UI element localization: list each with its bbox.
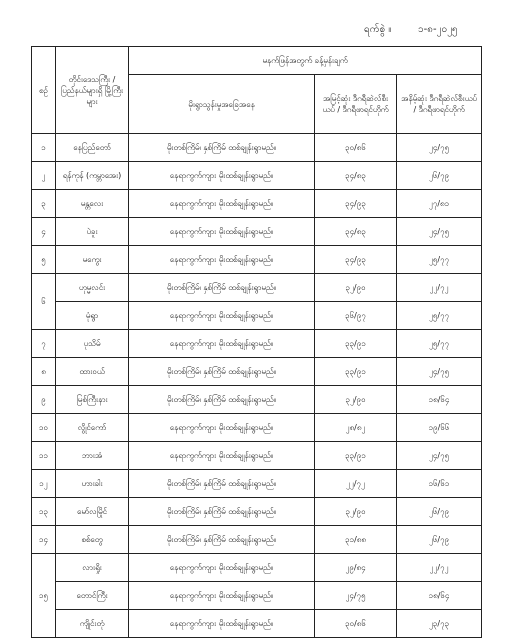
- table-row: [32, 554, 482, 582]
- min-temp: ၁၉/၆၆: [397, 414, 482, 442]
- forecast-text: နေရာကွက်ကျား မိုးထစ်ချုန်းရွာမည်။: [129, 554, 315, 582]
- row-number: ၆: [32, 274, 56, 330]
- city-name: စစ်တွေ: [56, 526, 129, 554]
- min-temp: ၂၂/၇၂: [397, 554, 482, 582]
- max-temp: ၃၄/၉၃: [315, 190, 397, 218]
- city-name: ရန်ကုန် (ကမ္ဘာအေး): [56, 162, 129, 190]
- max-temp: ၃၁/၈၈: [315, 526, 397, 554]
- max-temp: ၃၃/၉၁: [315, 442, 397, 470]
- table-row: [32, 526, 482, 554]
- row-number: ၂: [32, 162, 56, 190]
- row-number: ၄: [32, 218, 56, 246]
- header-min-temp: အနိမ့်ဆုံး ဒီဂရီဆဲလ်စီးယပ် / ဒီဂရီဖာရင်ဟိုက်: [397, 75, 482, 134]
- forecast-text: မိုးတစ်ကြိမ်၊ နှစ်ကြိမ် ထစ်ချုန်းရွာမည်။: [129, 358, 315, 386]
- date-value: ၁-၈-၂၀၂၅: [418, 24, 458, 35]
- header-max-temp: အမြင့်ဆုံး ဒီဂရီဆဲလ်စီးယပ် / ဒီဂရီဖာရင်ဟိုက်: [315, 75, 397, 134]
- header-forecast: မိုးရွာသွန်းမှုအခြေအနေ: [129, 75, 315, 134]
- max-temp: ၃၀/၈၆: [315, 610, 397, 638]
- city-name: ကျိုင်းတုံ: [56, 610, 129, 638]
- max-temp: ၃၂/၉၀: [315, 386, 397, 414]
- forecast-text: နေရာကွက်ကျား မိုးထစ်ချုန်းရွာမည်။: [129, 582, 315, 610]
- forecast-text: နေရာကွက်ကျား မိုးထစ်ချုန်းရွာမည်။: [129, 246, 315, 274]
- table-row: [32, 498, 482, 526]
- table-row: [32, 358, 482, 386]
- min-temp: ၂၄/၇၅: [397, 134, 482, 162]
- table-row: [32, 274, 482, 302]
- forecast-text: မိုးတစ်ကြိမ်၊ နှစ်ကြိမ် ထစ်ချုန်းရွာမည်။: [129, 498, 315, 526]
- table-row: [32, 414, 482, 442]
- table-row: [32, 302, 482, 330]
- min-temp: ၂၅/၇၇: [397, 302, 482, 330]
- date-label: ရက်စွဲ ။: [364, 24, 392, 35]
- forecast-text: နေရာကွက်ကျား မိုးထစ်ချုန်းရွာမည်။: [129, 302, 315, 330]
- min-temp: ၂၆/၇၉: [397, 162, 482, 190]
- forecast-text: မိုးတစ်ကြိမ်၊ နှစ်ကြိမ် ထစ်ချုန်းရွာမည်။: [129, 134, 315, 162]
- min-temp: ၂၆/၇၉: [397, 526, 482, 554]
- row-number: ၁၅: [32, 554, 56, 638]
- table-row: [32, 162, 482, 190]
- row-number: ၁၃: [32, 498, 56, 526]
- max-temp: ၃၄/၈၃: [315, 162, 397, 190]
- row-number: ၉: [32, 386, 56, 414]
- max-temp: ၂၂/၇၂: [315, 470, 397, 498]
- forecast-text: မိုးတစ်ကြိမ်၊ နှစ်ကြိမ် ထစ်ချုန်းရွာမည်။: [129, 526, 315, 554]
- max-temp: ၃၆/၉၇: [315, 302, 397, 330]
- city-name: တောင်ကြီး: [56, 582, 129, 610]
- forecast-text: မိုးတစ်ကြိမ်၊ နှစ်ကြိမ် ထစ်ချုန်းရွာမည်။: [129, 470, 315, 498]
- row-number: ၇: [32, 330, 56, 358]
- city-name: ထားဝယ်: [56, 358, 129, 386]
- row-number: ၃: [32, 190, 56, 218]
- min-temp: ၂၆/၇၉: [397, 498, 482, 526]
- min-temp: ၂၄/၇၅: [397, 358, 482, 386]
- forecast-text: နေရာကွက်ကျား မိုးထစ်ချုန်းရွာမည်။: [129, 162, 315, 190]
- row-number: ၁၁: [32, 442, 56, 470]
- city-name: မုံရွာ: [56, 302, 129, 330]
- row-number: ၁: [32, 134, 56, 162]
- city-name: မကွေး: [56, 246, 129, 274]
- forecast-table: [31, 46, 482, 638]
- city-name: လွိုင်ကော်: [56, 414, 129, 442]
- min-temp: ၂၅/၇၇: [397, 330, 482, 358]
- city-name: နေပြည်တော်: [56, 134, 129, 162]
- table-row: [32, 246, 482, 274]
- min-temp: ၁၆/၆၁: [397, 470, 482, 498]
- max-temp: ၂၄/၇၅: [315, 582, 397, 610]
- city-name: မြစ်ကြီးနား: [56, 386, 129, 414]
- forecast-text: နေရာကွက်ကျား မိုးထစ်ချုန်းရွာမည်။: [129, 190, 315, 218]
- table-row: [32, 190, 482, 218]
- max-temp: ၃၂/၉၀: [315, 498, 397, 526]
- city-name: ပုသိမ်: [56, 330, 129, 358]
- max-temp: ၂၈/၈၂: [315, 414, 397, 442]
- min-temp: ၂၃/၇၃: [397, 610, 482, 638]
- row-number: ၅: [32, 246, 56, 274]
- min-temp: ၁၈/၆၄: [397, 582, 482, 610]
- min-temp: ၂၅/၇၇: [397, 246, 482, 274]
- table-row: [32, 386, 482, 414]
- forecast-text: မိုးတစ်ကြိမ်၊ နှစ်ကြိမ် ထစ်ချုန်းရွာမည်။: [129, 274, 315, 302]
- forecast-text: နေရာကွက်ကျား မိုးထစ်ချုန်းရွာမည်။: [129, 414, 315, 442]
- min-temp: ၂၇/၈၁: [397, 190, 482, 218]
- table-row: [32, 134, 482, 162]
- min-temp: ၂၂/၇၂: [397, 274, 482, 302]
- max-temp: ၃၃/၉၁: [315, 330, 397, 358]
- forecast-text: နေရာကွက်ကျား မိုးထစ်ချုန်းရွာမည်။: [129, 330, 315, 358]
- city-name: မန္တလေး: [56, 190, 129, 218]
- min-temp: ၁၈/၆၄: [397, 386, 482, 414]
- min-temp: ၂၄/၇၅: [397, 218, 482, 246]
- max-temp: ၃၄/၈၃: [315, 218, 397, 246]
- city-name: မော်လမြိုင်: [56, 498, 129, 526]
- max-temp: ၃၀/၈၆: [315, 134, 397, 162]
- table-row: [32, 470, 482, 498]
- table-row: [32, 442, 482, 470]
- header-forecast-group: မနက်ဖြန်အတွက် ခန့်မှန်းချက်: [129, 47, 482, 75]
- table-row: [32, 582, 482, 610]
- forecast-text: နေရာကွက်ကျား မိုးထစ်ချုန်းရွာမည်။: [129, 610, 315, 638]
- city-name: ဟုမ္မလင်း: [56, 274, 129, 302]
- header-no: စဉ်: [32, 47, 56, 134]
- date-line: [0, 22, 505, 38]
- row-number: ၁၄: [32, 526, 56, 554]
- city-name: ဟားခါး: [56, 470, 129, 498]
- row-number: ၁၀: [32, 414, 56, 442]
- forecast-text: မိုးတစ်ကြိမ်၊ နှစ်ကြိမ် ထစ်ချုန်းရွာမည်။: [129, 386, 315, 414]
- city-name: လားရှိုး: [56, 554, 129, 582]
- city-name: ပဲခူး: [56, 218, 129, 246]
- city-name: ဘားအံ: [56, 442, 129, 470]
- table-row: [32, 330, 482, 358]
- forecast-text: နေရာကွက်ကျား မိုးထစ်ချုန်းရွာမည်။: [129, 218, 315, 246]
- max-temp: ၂၉/၈၄: [315, 554, 397, 582]
- max-temp: ၃၄/၉၃: [315, 246, 397, 274]
- header-region: တိုင်းဒေသကြီး / ပြည်နယ်များရှိ မြို့ကြီးများ: [56, 47, 129, 134]
- table-row: [32, 218, 482, 246]
- row-number: ၁၂: [32, 470, 56, 498]
- min-temp: ၂၄/၇၅: [397, 442, 482, 470]
- row-number: ၈: [32, 358, 56, 386]
- max-temp: ၃၂/၉၀: [315, 274, 397, 302]
- forecast-text: နေရာကွက်ကျား မိုးထစ်ချုန်းရွာမည်။: [129, 442, 315, 470]
- table-row: [32, 610, 482, 638]
- max-temp: ၃၃/၉၁: [315, 358, 397, 386]
